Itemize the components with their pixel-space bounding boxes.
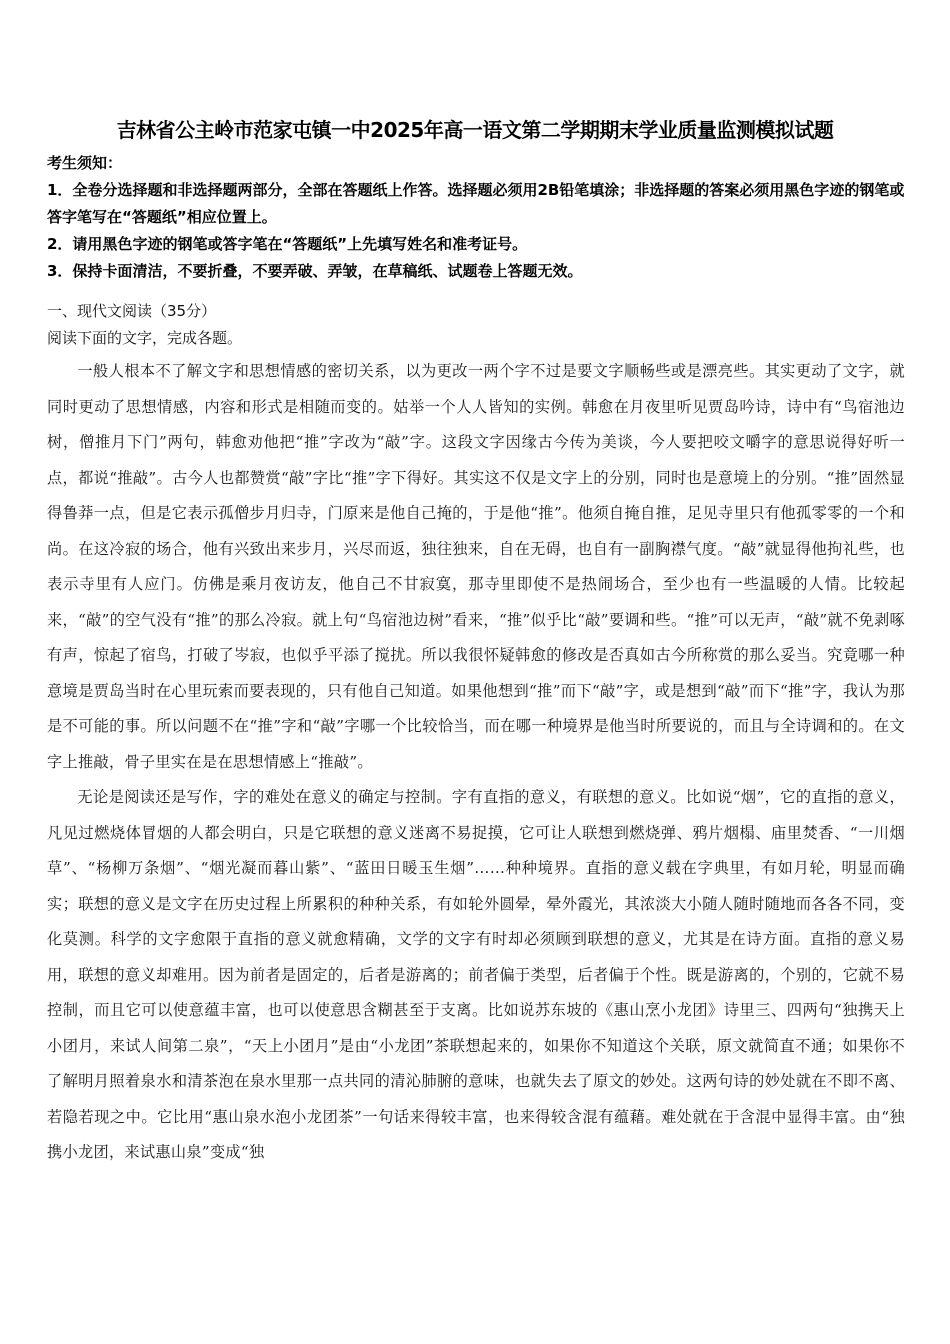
notice-item: 1．全卷分选择题和非选择题两部分，全部在答题纸上作答。选择题必须用2B铅笔填涂；非选择题的答案必须用黑色字迹的钢笔或答字笔写在“答题纸”相应位置上。	[47, 181, 905, 226]
passage-paragraph: 无论是阅读还是写作，字的难处在意义的确定与控制。字有直指的意义，有联想的意义。比如说“烟”，它的直指的意义，凡见过燃烧体冒烟的人都会明白，只是它联想的意义迷离不易捉摸，它可让人联想到燃烧弹、鸦片烟榻、庙里焚香、“一川烟草”、“杨柳万条烟”、“烟光凝而暮山紫”、“蓝田日暖玉生烟”……种种境界。直指的意义载在字典里，有如月轮，明显而确实；联想的意义是文字在历史过程上所累积的种种关系，有如轮外圆晕，晕外霞光，其浓淡大小随人随时随地而各各不同，变化莫测。科学的文字愈限于直指的意义就愈精确，文学的文字有时却必须顾到联想的意义，尤其是在诗方面。直指的意义易用，联想的意义却难用。因为前者是固定的，后者是游离的；前者偏于类型，后者偏于个性。既是游离的，个别的，它就不易控制，而且它可以使意蕴丰富，也可以使意思含糊甚至于支离。比如说苏东坡的《惠山烹小龙团》诗里三、四两句“独携天上小团月，来试人间第二泉”，“天上小团月”是由“小龙团”茶联想起来的，如果你不知道这个关联，原文就简直不通；如果你不了解明月照着泉水和清茶泡在泉水里那一点共同的清沁肺腑的意味，也就失去了原文的妙处。这两句诗的妙处就在不即不离、若隐若现之中。它比用“惠山泉水泡小龙团茶”一句话来得较丰富，也来得较含混有蕴藉。难处就在于含混中显得丰富。由“独携小龙团，来试惠山泉”变成“独	[47, 788, 905, 1161]
reading-passage	[47, 354, 905, 1171]
notice-item: 2．请用黑色字迹的钢笔或答字笔在“答题纸”上先填写姓名和准考证号。	[47, 235, 528, 253]
section-header	[47, 298, 907, 352]
notice-item: 3．保持卡面清洁，不要折叠，不要弄破、弄皱，在草稿纸、试题卷上答题无效。	[47, 262, 583, 280]
notice-heading: 考生须知：	[47, 154, 123, 172]
candidate-notice	[47, 150, 907, 285]
section-title: 一、现代文阅读（35分）	[47, 302, 217, 320]
exam-title: 吉林省公主岭市范家屯镇一中2025年高一语文第二学期期末学业质量监测模拟试题	[116, 118, 834, 142]
section-instruction: 阅读下面的文字，完成各题。	[47, 329, 243, 347]
passage-paragraph: 一般人根本不了解文字和思想情感的密切关系，以为更改一两个字不过是要文字顺畅些或是漂亮些。其实更动了文字，就同时更动了思想情感，内容和形式是相随而变的。姑举一个人人皆知的实例。韩愈在月夜里听见贾岛吟诗，诗中有“鸟宿池边树，僧推月下门”两句，韩愈劝他把“推”字改为“敲”字。这段文字因缘古今传为美谈，今人要把咬文嚼字的意思说得好听一点，都说“推敲”。古今人也都赞赏“敲”字比“推”字下得好。其实这不仅是文字上的分别，同时也是意境上的分别。“推”固然显得鲁莽一点，但是它表示孤僧步月归寺，门原来是他自己掩的，于是他“推”。他须自掩自推，足见寺里只有他孤零零的一个和尚。在这冷寂的场合，他有兴致出来步月，兴尽而返，独往独来，自在无碍，也自有一副胸襟气度。“敲”就显得他拘礼些，也表示寺里有人应门。仿佛是乘月夜访友，他自己不甘寂寞，那寺里即使不是热闹场合，至少也有一些温暖的人情。比较起来，“敲”的空气没有“推”的那么冷寂。就上句“鸟宿池边树”看来，“推”似乎比“敲”要调和些。“推”可以无声，“敲”就不免剥啄有声，惊起了宿鸟，打破了岑寂，也似乎平添了搅扰。所以我很怀疑韩愈的修改是否真如古今所称赏的那么妥当。究竟哪一种意境是贾岛当时在心里玩索而要表现的，只有他自己知道。如果他想到“推”而下“敲”字，或是想到“敲”而下“推”字，我认为那是不可能的事。所以问题不在“推”字和“敲”字哪一个比较恰当，而在哪一种境界是他当时所要说的，而且与全诗调和的。在文字上推敲，骨子里实在是在思想情感上“推敲”。	[47, 362, 905, 771]
